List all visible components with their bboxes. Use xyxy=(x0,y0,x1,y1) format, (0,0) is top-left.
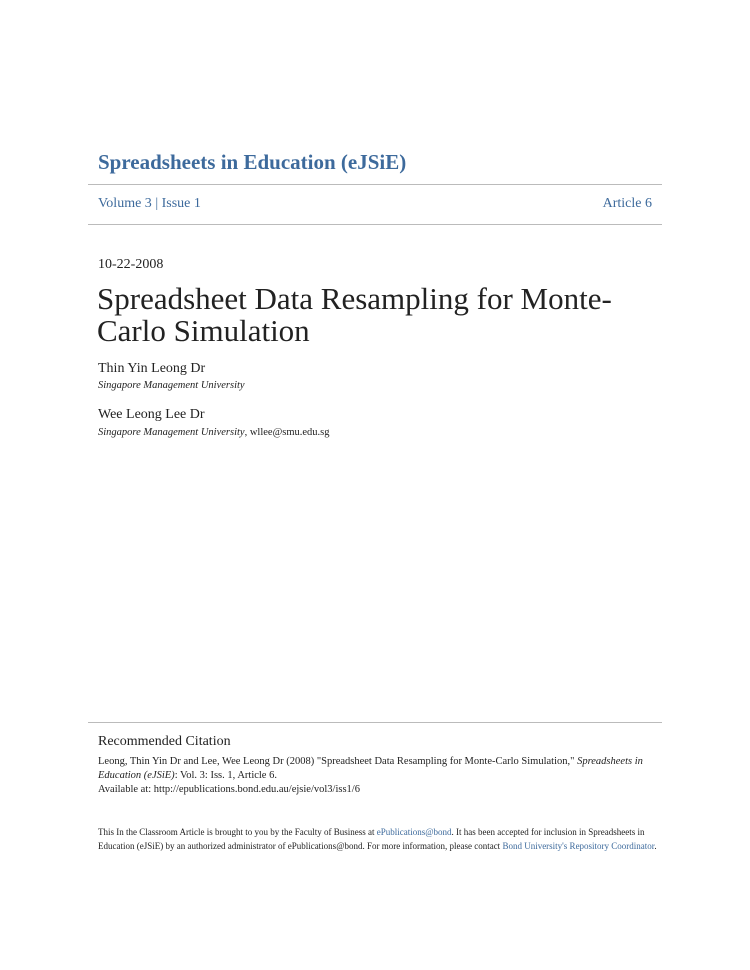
footer-notice: This In the Classroom Article is brought to you by the Faculty of Business at ePublications@bond. It has been accepted for inclusion in Spreadsheets in Education (eJSiE) by an authorized administrator of ePublications@bond. For more information, please contact Bond University's Repository Coordinator. xyxy=(98,827,657,851)
divider xyxy=(88,224,662,225)
citation-text: Leong, Thin Yin Dr and Lee, Wee Leong Dr (2008) "Spreadsheet Data Resampling for Monte-Carlo Simulation," Spreadsheets in Education (eJSiE): Vol. 3: Iss. 1, Article 6. Available at: http://epublications.bond.edu.au/ejsie/vol3/iss1/6 xyxy=(98,756,643,795)
author-name: Thin Yin Leong Dr xyxy=(98,361,206,376)
author-name: Wee Leong Lee Dr xyxy=(98,407,205,422)
volume-issue xyxy=(98,196,201,212)
publication-date: 10-22-2008 xyxy=(98,257,164,272)
citation-heading: Recommended Citation xyxy=(98,734,231,749)
issue-link[interactable]: Issue 1 xyxy=(161,196,201,211)
repository-coordinator-link[interactable]: Bond University's Repository Coordinator xyxy=(502,841,655,851)
citation-url: Available at: http://epublications.bond.edu.au/ejsie/vol3/iss1/6 xyxy=(98,784,360,795)
author-affiliation: Singapore Management University xyxy=(98,380,245,391)
divider xyxy=(88,184,662,185)
epublications-link[interactable]: ePublications@bond xyxy=(376,827,452,837)
journal-title[interactable]: Spreadsheets in Education (eJSiE) xyxy=(98,150,407,174)
separator: | xyxy=(155,196,159,211)
article-link[interactable]: Article 6 xyxy=(602,196,652,211)
author-affiliation: Singapore Management University, wllee@smu.edu.sg xyxy=(98,427,330,438)
divider xyxy=(88,722,662,723)
volume-link[interactable]: Volume 3 xyxy=(98,196,152,211)
article-title: Spreadsheet Data Resampling for Monte-Carlo Simulation xyxy=(97,281,612,348)
author-email[interactable]: , wllee@smu.edu.sg xyxy=(244,427,330,438)
